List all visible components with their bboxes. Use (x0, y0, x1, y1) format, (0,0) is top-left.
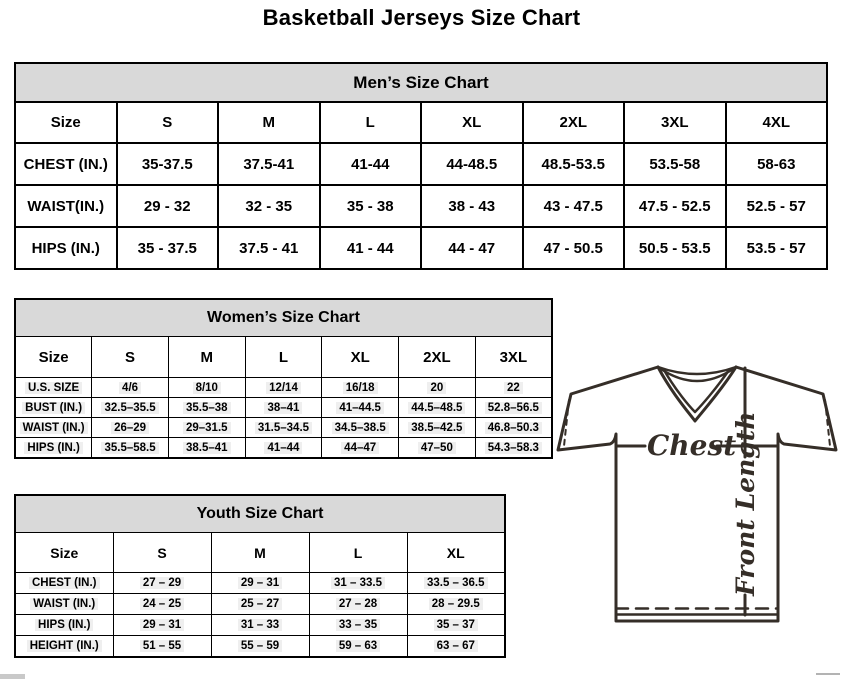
cell-value: 8/10 (168, 378, 245, 398)
cell-value: 35 – 37 (407, 615, 505, 636)
cell-value: 22 (475, 378, 552, 398)
cell-value: 52.5 - 57 (726, 185, 828, 227)
cell-value: 29 – 31 (211, 573, 309, 594)
cell-value: 37.5 - 41 (218, 227, 320, 269)
cell-value: 63 – 67 (407, 636, 505, 658)
cell-value: 25 – 27 (211, 594, 309, 615)
cell-value: 53.5 - 57 (726, 227, 828, 269)
column-header: L (309, 533, 407, 573)
mens-size-chart-section (14, 62, 828, 270)
cell-value: 35 - 38 (320, 185, 422, 227)
page-title: Basketball Jerseys Size Chart (262, 5, 581, 30)
column-header: 3XL (624, 102, 726, 143)
cell-value: 38 - 43 (421, 185, 523, 227)
column-header: 2XL (399, 337, 476, 378)
cell-value: 31.5–34.5 (245, 418, 322, 438)
front-length-label: Front Length (731, 411, 760, 596)
row-label: HIPS (IN.) (15, 615, 113, 636)
column-header: M (211, 533, 309, 573)
table-row (15, 615, 505, 636)
cell-value: 41–44.5 (322, 398, 399, 418)
cell-value: 44 - 47 (421, 227, 523, 269)
table-row (15, 438, 552, 459)
cell-value: 35 - 37.5 (117, 227, 219, 269)
cell-value: 44–47 (322, 438, 399, 459)
size-header-row (15, 337, 552, 378)
table-row (15, 594, 505, 615)
cell-value: 32.5–35.5 (92, 398, 169, 418)
column-header: XL (421, 102, 523, 143)
table-row (15, 143, 827, 185)
table-row (15, 398, 552, 418)
cell-value: 50.5 - 53.5 (624, 227, 726, 269)
cell-value: 59 – 63 (309, 636, 407, 658)
scrollbar-fragment-left (0, 674, 25, 679)
corner-header: Size (15, 337, 92, 378)
column-header: XL (407, 533, 505, 573)
cell-value: 27 – 29 (113, 573, 211, 594)
cell-value: 58-63 (726, 143, 828, 185)
table-row (15, 227, 827, 269)
column-header: S (92, 337, 169, 378)
cell-value: 26–29 (92, 418, 169, 438)
cell-value: 16/18 (322, 378, 399, 398)
cell-value: 51 – 55 (113, 636, 211, 658)
table-title: Youth Size Chart (15, 495, 505, 533)
table-title: Women’s Size Chart (15, 299, 552, 337)
row-label: CHEST (IN.) (15, 573, 113, 594)
row-label: BUST (IN.) (15, 398, 92, 418)
cell-value: 54.3–58.3 (475, 438, 552, 459)
column-header: M (218, 102, 320, 143)
cell-value: 31 – 33 (211, 615, 309, 636)
cell-value: 12/14 (245, 378, 322, 398)
cell-value: 32 - 35 (218, 185, 320, 227)
cell-value: 31 – 33.5 (309, 573, 407, 594)
cell-value: 29 – 31 (113, 615, 211, 636)
cell-value: 29 - 32 (117, 185, 219, 227)
cell-value: 41 - 44 (320, 227, 422, 269)
table-row (15, 378, 552, 398)
column-header: L (320, 102, 422, 143)
cell-value: 33.5 – 36.5 (407, 573, 505, 594)
row-label: CHEST (IN.) (15, 143, 117, 185)
column-header: 2XL (523, 102, 625, 143)
row-label: HIPS (IN.) (15, 227, 117, 269)
cell-value: 35.5–38 (168, 398, 245, 418)
cell-value: 52.8–56.5 (475, 398, 552, 418)
cell-value: 35.5–58.5 (92, 438, 169, 459)
cell-value: 38–41 (245, 398, 322, 418)
row-label: HIPS (IN.) (15, 438, 92, 459)
column-header: S (113, 533, 211, 573)
size-header-row (15, 102, 827, 143)
cell-value: 20 (399, 378, 476, 398)
cell-value: 41–44 (245, 438, 322, 459)
scrollbar-fragment-right (816, 673, 840, 675)
cell-value: 24 – 25 (113, 594, 211, 615)
cell-value: 47.5 - 52.5 (624, 185, 726, 227)
cell-value: 43 - 47.5 (523, 185, 625, 227)
cell-value: 44-48.5 (421, 143, 523, 185)
cell-value: 48.5-53.5 (523, 143, 625, 185)
jersey-measurement-diagram (555, 358, 840, 635)
cell-value: 28 – 29.5 (407, 594, 505, 615)
cell-value: 4/6 (92, 378, 169, 398)
cell-value: 27 – 28 (309, 594, 407, 615)
size-header-row (15, 533, 505, 573)
column-header: M (168, 337, 245, 378)
jersey-outline (558, 367, 836, 621)
chest-label: Chest (647, 429, 737, 462)
cell-value: 29–31.5 (168, 418, 245, 438)
cell-value: 41-44 (320, 143, 422, 185)
corner-header: Size (15, 533, 113, 573)
column-header: S (117, 102, 219, 143)
corner-header: Size (15, 102, 117, 143)
cell-value: 35-37.5 (117, 143, 219, 185)
womens-size-chart-table (14, 298, 553, 459)
column-header: L (245, 337, 322, 378)
row-label: U.S. SIZE (15, 378, 92, 398)
column-header: XL (322, 337, 399, 378)
cell-value: 33 – 35 (309, 615, 407, 636)
column-header: 3XL (475, 337, 552, 378)
column-header: 4XL (726, 102, 828, 143)
youth-size-chart-table (14, 494, 506, 658)
womens-size-chart-section (14, 298, 553, 459)
row-label: WAIST(IN.) (15, 185, 117, 227)
table-row (15, 185, 827, 227)
table-row (15, 418, 552, 438)
youth-size-chart-section (14, 494, 506, 658)
cell-value: 53.5-58 (624, 143, 726, 185)
cell-value: 46.8–50.3 (475, 418, 552, 438)
mens-size-chart-table (14, 62, 828, 270)
cell-value: 34.5–38.5 (322, 418, 399, 438)
row-label: WAIST (IN.) (15, 418, 92, 438)
cell-value: 55 – 59 (211, 636, 309, 658)
cell-value: 44.5–48.5 (399, 398, 476, 418)
cell-value: 37.5-41 (218, 143, 320, 185)
cell-value: 47–50 (399, 438, 476, 459)
cell-value: 38.5–41 (168, 438, 245, 459)
row-label: HEIGHT (IN.) (15, 636, 113, 658)
cell-value: 47 - 50.5 (523, 227, 625, 269)
table-row (15, 573, 505, 594)
table-row (15, 636, 505, 658)
row-label: WAIST (IN.) (15, 594, 113, 615)
cell-value: 38.5–42.5 (399, 418, 476, 438)
table-title: Men’s Size Chart (15, 63, 827, 102)
